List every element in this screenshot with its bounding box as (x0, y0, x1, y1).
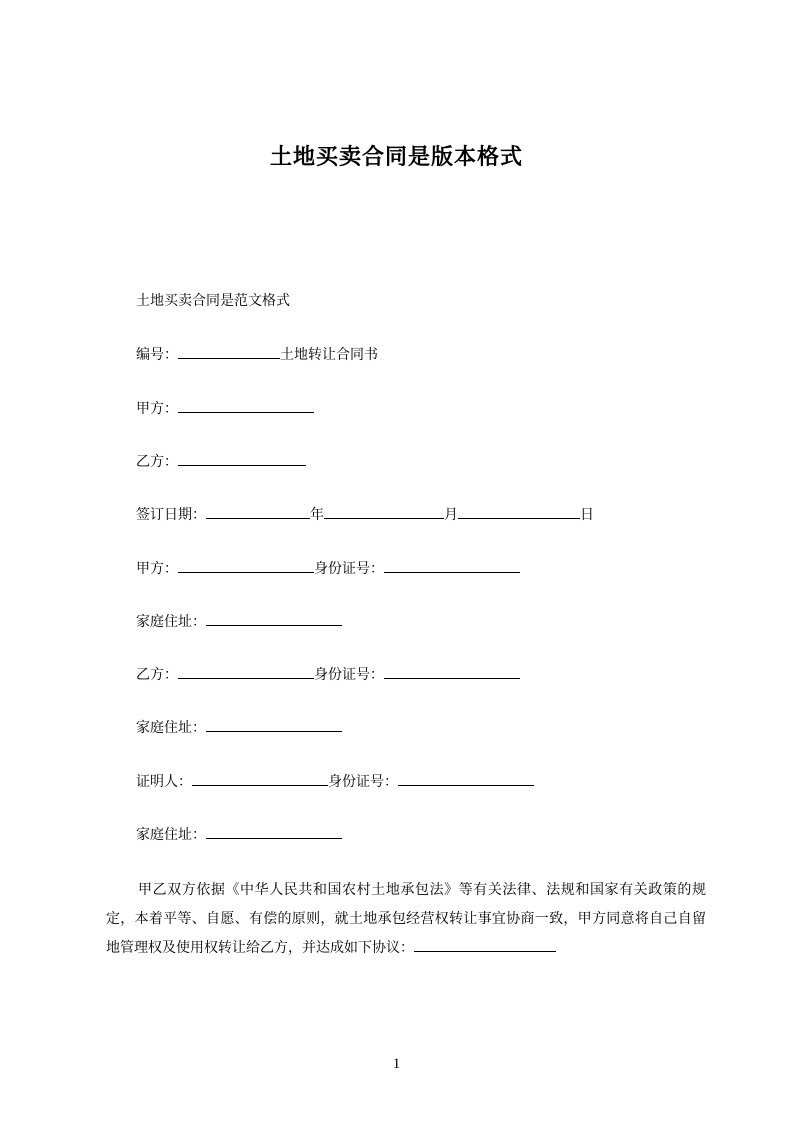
party-a-address-label: 家庭住址： (136, 614, 206, 630)
document-title: 土地买卖合同是版本格式 (269, 145, 523, 170)
day-label: 日 (580, 507, 594, 523)
contract-number-row (136, 344, 378, 365)
sign-date-label: 签订日期： (136, 507, 206, 523)
witness-address-row (136, 824, 342, 845)
party-a-id-label: 身份证号： (314, 561, 384, 577)
sign-year-blank (206, 504, 310, 519)
party-b-address-row (136, 717, 342, 738)
page-number: 1 (392, 1056, 401, 1072)
witness-address-blank (206, 824, 342, 839)
party-a-label: 甲方： (136, 401, 178, 417)
party-b-row (136, 451, 306, 472)
witness-blank (192, 771, 328, 786)
sign-month-blank (324, 504, 444, 519)
party-b-id-row (136, 664, 520, 685)
witness-label: 证明人： (136, 774, 192, 790)
agreement-paragraph (106, 876, 706, 963)
witness-id-label: 身份证号： (328, 774, 398, 790)
party-b-label: 乙方： (136, 454, 178, 470)
party-a2-blank (178, 558, 314, 573)
contract-number-suffix: 土地转让合同书 (280, 347, 378, 363)
agreement-blank-2 (518, 937, 556, 952)
sign-day-blank (458, 504, 580, 519)
month-label: 月 (444, 507, 458, 523)
party-b2-blank (178, 664, 314, 679)
witness-id-blank (398, 771, 534, 786)
party-b2-label: 乙方： (136, 667, 178, 683)
agreement-blank-1 (414, 937, 518, 952)
year-label: 年 (310, 507, 324, 523)
agreement-text: 甲乙双方依据《中华人民共和国农村土地承包法》等有关法律、法规和国家有关政策的规定，本着平等、自愿、有偿的原则，就土地承包经营权转让事宜协商一致，甲方同意将自己自留地管理权及使用权转让给乙方，并达成如下协议： (106, 882, 706, 956)
party-a-id-blank (384, 558, 520, 573)
party-a-address-blank (206, 611, 342, 626)
party-a-row (136, 398, 314, 419)
party-b-id-label: 身份证号： (314, 667, 384, 683)
sign-date-row (136, 504, 594, 525)
party-b-id-blank (384, 664, 520, 679)
party-a-blank (178, 398, 314, 413)
witness-row (136, 771, 534, 792)
party-a2-label: 甲方： (136, 561, 178, 577)
party-a-address-row (136, 611, 342, 632)
party-a-id-row (136, 558, 520, 579)
contract-number-blank (178, 344, 280, 359)
party-b-blank (178, 451, 306, 466)
contract-number-label: 编号： (136, 347, 178, 363)
document-subtitle: 土地买卖合同是范文格式 (136, 293, 290, 309)
witness-address-label: 家庭住址： (136, 827, 206, 843)
party-b-address-label: 家庭住址： (136, 720, 206, 736)
party-b-address-blank (206, 717, 342, 732)
